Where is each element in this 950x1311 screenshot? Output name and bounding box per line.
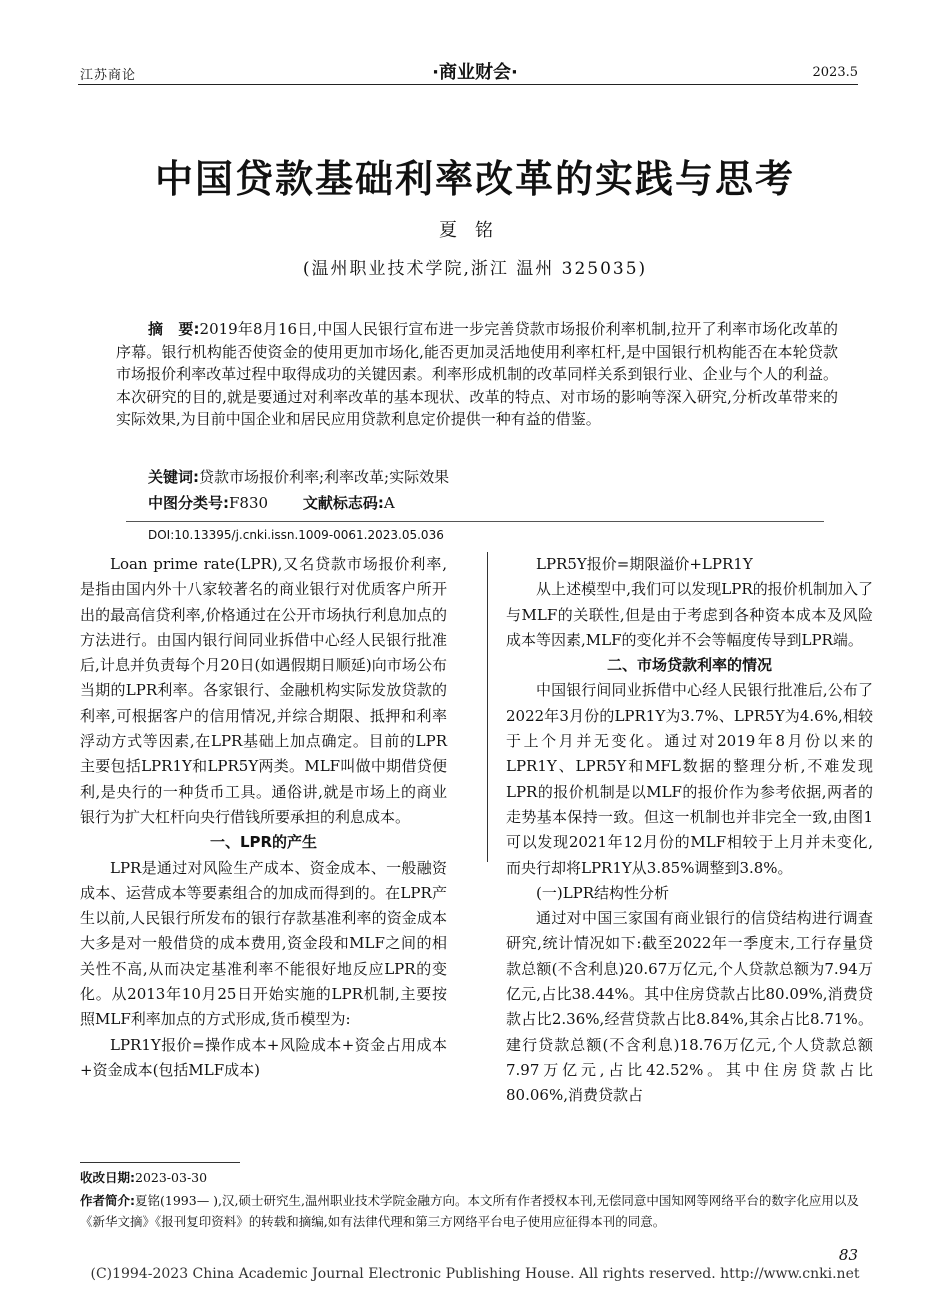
author-affiliation: (温州职业技术学院,浙江 温州 325035) — [302, 259, 648, 279]
abstract-text: 2019年8月16日,中国人民银行宣布进一步完善贷款市场报价利率机制,拉开了利率市场化改革的序幕。银行机构能否使资金的使用更加市场化,能否更加灵活地使用利率杠杆,是中国银行机构能否在本轮贷款市场报价利率改革过程中取得成功的关键因素。利率形成机制的改革同样关系到银行业、企业与个人的利益。本次研究的目的,就是要通过对利率改革的基本现状、改革的特点、对市场的影响等深入研究,分析改革带来的实际效果,为目前中国企业和居民应用贷款利息定价提供一种有益的借鉴。 — [116, 320, 838, 428]
paragraph-lpr-origin: LPR是通过对风险生产成本、资金成本、一般融资成本、运营成本等要素组合的加成而得到的。在LPR产生以前,人民银行所发布的银行存款基准利率的资金成本大多是对一般借贷的成本费用,资金段和MLF之间的相关性不高,从而决定基准利率不能很好地反应LPR的变化。从2013年10月25日开始实施的LPR机制,主要按照MLF利率加点的方式形成,货币模型为: — [80, 858, 447, 1029]
footnote-author-bio — [80, 1190, 860, 1232]
author-name: 夏铭 — [439, 220, 511, 241]
section-heading-1: 一、LPR的产生 — [209, 833, 318, 852]
subsection-heading-1: (一)LPR结构性分析 — [536, 883, 670, 902]
page-number: 83 — [838, 1246, 858, 1264]
paragraph-lpr-definition: Loan prime rate(LPR),又名贷款市场报价利率,是指由国内外十八家较著名的商业银行对优质客户所开出的最高信贷利率,价格通过在公开市场执行利息加点的方法进行。由国内银行间同业拆借中心经人民银行批准后,计息并负责每个月20日(如遇假期日顺延)向市场公布当期的LPR利率。各家银行、金融机构实际发放贷款的利率,可根据客户的信用情况,并综合期限、抵押和利率浮动方式等因素,在LPR基础上加点确定。目前的LPR主要包括LPR1Y和LPR5Y两类。MLF叫做中期借贷便利,是央行的一种货币工具。通俗讲,就是市场上的商业银行为扩大杠杆向央行借钱所要承担的利息成本。 — [80, 555, 447, 826]
keywords-label: 关键词: — [148, 468, 199, 486]
section-title: ·商业财会· — [432, 62, 518, 83]
keywords-text: 贷款市场报价利率;利率改革;实际效果 — [199, 468, 450, 486]
document-code-value: A — [383, 494, 395, 512]
column-divider — [487, 552, 488, 862]
article-title: 中国贷款基础利率改革的实践与思考 — [154, 157, 795, 201]
right-column — [506, 552, 873, 1109]
received-date: 2023-03-30 — [135, 1170, 208, 1185]
bio-label: 作者简介: — [80, 1193, 135, 1208]
abstract-label: 摘 要: — [148, 320, 200, 338]
document-code-label: 文献标志码: — [302, 494, 384, 512]
classification-line — [148, 492, 395, 513]
copyright-notice: (C)1994-2023 China Academic Journal Electronic Publishing House. All rights reserved. http://www.cnki.net — [90, 1266, 860, 1282]
paragraph-market-rate: 中国银行间同业拆借中心经人民银行批准后,公布了2022年3月份的LPR1Y为3.7%、LPR5Y为4.6%,相较于上个月并无变化。通过对2019年8月份以来的LPR1Y、LPR5Y和MFL数据的整理分析,不难发现LPR的报价机制是以MLF的报价作为参考依据,两者的走势基本保持一致。但这一机制也并非完全一致,由图1可以发现2021年12月份的MLF相较于上月并未变化,而央行却将LPR1Y从3.85%调整到3.8%。 — [506, 681, 873, 877]
keywords — [148, 466, 449, 487]
footnote-rule — [80, 1162, 240, 1163]
formula-lpr5y: LPR5Y报价=期限溢价+LPR1Y — [536, 555, 753, 573]
paragraph-model-analysis: 从上述模型中,我们可以发现LPR的报价机制加入了与MLF的关联性,但是由于考虑到各种资本成本及风险成本等因素,MLF的变化并不会等幅度传导到LPR端。 — [506, 580, 873, 649]
journal-name: 江苏商论 — [80, 68, 137, 83]
header-rule — [78, 84, 858, 85]
left-column — [80, 552, 447, 1083]
received-label: 收改日期: — [80, 1170, 135, 1185]
formula-lpr1y: LPR1Y报价=操作成本+风险成本+资金占用成本+资金成本(包括MLF成本) — [80, 1035, 447, 1079]
class-number-value: F830 — [229, 494, 269, 512]
abstract — [116, 318, 838, 431]
footnote-received — [80, 1168, 207, 1186]
bio-text: 夏铭(1993— ),汉,硕士研究生,温州职业技术学院金融方向。本文所有作者授权本刊,无偿同意中国知网等网络平台的数字化应用以及《新华文摘》《报刊复印资料》的转载和摘编,如有法律代理和第三方网络平台电子使用应征得本刊的同意。 — [80, 1193, 859, 1229]
doi: DOI:10.13395/j.cnki.issn.1009-0061.2023.05.036 — [148, 528, 444, 542]
issue-number: 2023.5 — [812, 65, 858, 80]
section-heading-2: 二、市场贷款利率的情况 — [606, 656, 772, 675]
abstract-rule — [126, 521, 824, 522]
paragraph-structure-analysis: 通过对中国三家国有商业银行的信贷结构进行调查研究,统计情况如下:截至2022年一季度末,工行存量贷款总额(不含利息)20.67万亿元,个人贷款总额为7.94万亿元,占比38.44%。其中住房贷款占比80.09%,消费贷款占比2.36%,经营贷款占比8.84%,其余占比8.71%。建行贷款总额(不含利息)18.76万亿元,个人贷款总额7.97万亿元,占比42.52%。其中住房贷款占比80.06%,消费贷款占 — [506, 909, 873, 1105]
class-number-label: 中图分类号: — [148, 494, 229, 512]
